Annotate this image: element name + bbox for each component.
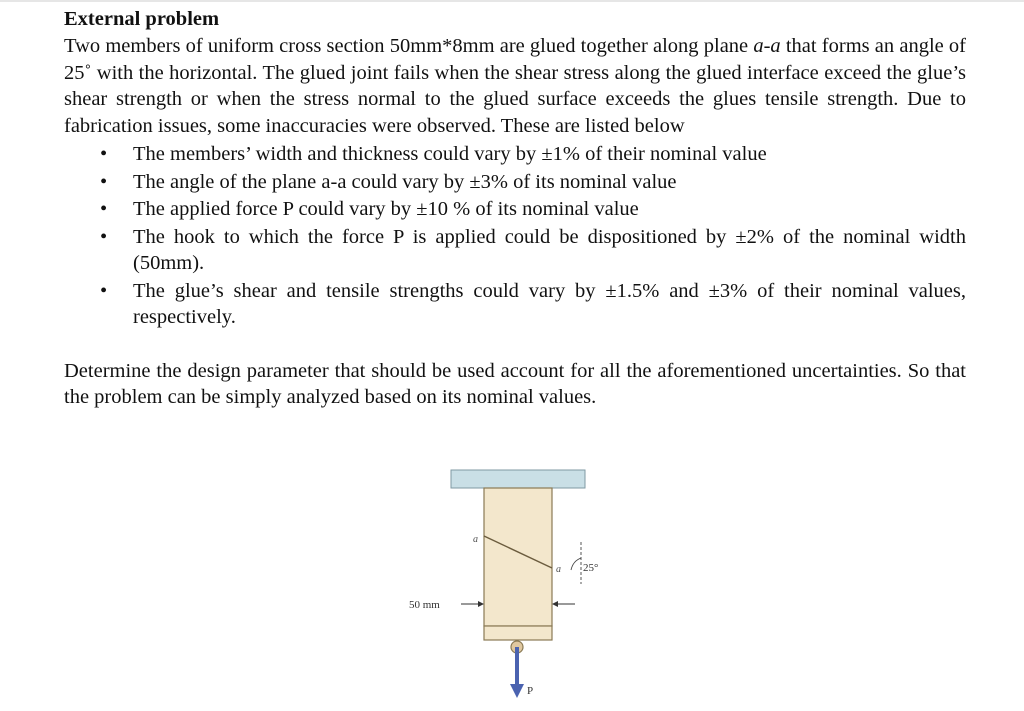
list-item xyxy=(64,196,966,223)
list-item xyxy=(64,278,966,331)
plane-label-right: a xyxy=(556,564,561,575)
width-arrowhead-right xyxy=(552,601,558,607)
list-item-text: The glue’s shear and tensile strengths could vary by ±1.5% and ±3% of their nominal values, respectively. xyxy=(133,279,966,328)
bullet-icon: • xyxy=(100,225,108,248)
member-end-cap xyxy=(484,626,552,640)
angle-arc xyxy=(571,558,581,570)
member-body xyxy=(484,488,552,626)
list-item-text: The hook to which the force P is applied could be dispositioned by ±2% of the nominal width (50mm). xyxy=(133,225,966,274)
intro-text-2: that forms an angle of 25˚ with the horizontal. The glued joint fails when the shear stress along the glued interface exceed the glue’s shear strength or when the stress normal to the glued surface exceeds the glues tensile strength. Due to fabrication issues, some inaccuracies were observed. These are listed below xyxy=(64,35,967,137)
list-item xyxy=(64,141,966,168)
force-label: P xyxy=(527,685,534,697)
list-item xyxy=(64,224,966,277)
plane-label: a-a xyxy=(753,35,781,57)
top-divider xyxy=(0,0,1024,2)
figure-svg xyxy=(395,466,635,706)
fixed-support xyxy=(451,470,585,488)
plane-label-left: a xyxy=(473,534,478,545)
bullet-icon: • xyxy=(100,279,108,302)
intro-text-1: Two members of uniform cross section 50mm*8mm are glued together along plane xyxy=(64,35,754,57)
intro-paragraph xyxy=(64,33,966,139)
width-label: 50 mm xyxy=(409,599,440,611)
bullet-icon: • xyxy=(100,170,108,193)
problem-title: External problem xyxy=(64,8,220,30)
bullet-icon: • xyxy=(100,143,108,165)
glued-members-figure xyxy=(395,466,635,706)
width-arrowhead-left xyxy=(478,601,484,607)
force-arrowhead xyxy=(510,684,524,698)
document-body xyxy=(64,6,966,411)
list-item-text: The angle of the plane a-a could vary by ±3% of its nominal value xyxy=(133,170,677,193)
list-item xyxy=(64,169,966,196)
list-item-text: The applied force P could vary by ±10 % of its nominal value xyxy=(133,198,639,220)
list-item-text: The members’ width and thickness could vary by ±1% of their nominal value xyxy=(133,143,767,165)
uncertainty-list xyxy=(64,141,966,331)
question-paragraph: Determine the design parameter that should be used account for all the aforementioned uncertainties. So that the problem can be simply analyzed based on its nominal values. xyxy=(64,359,966,408)
angle-label: 25° xyxy=(583,562,599,574)
bullet-icon: • xyxy=(100,198,108,220)
